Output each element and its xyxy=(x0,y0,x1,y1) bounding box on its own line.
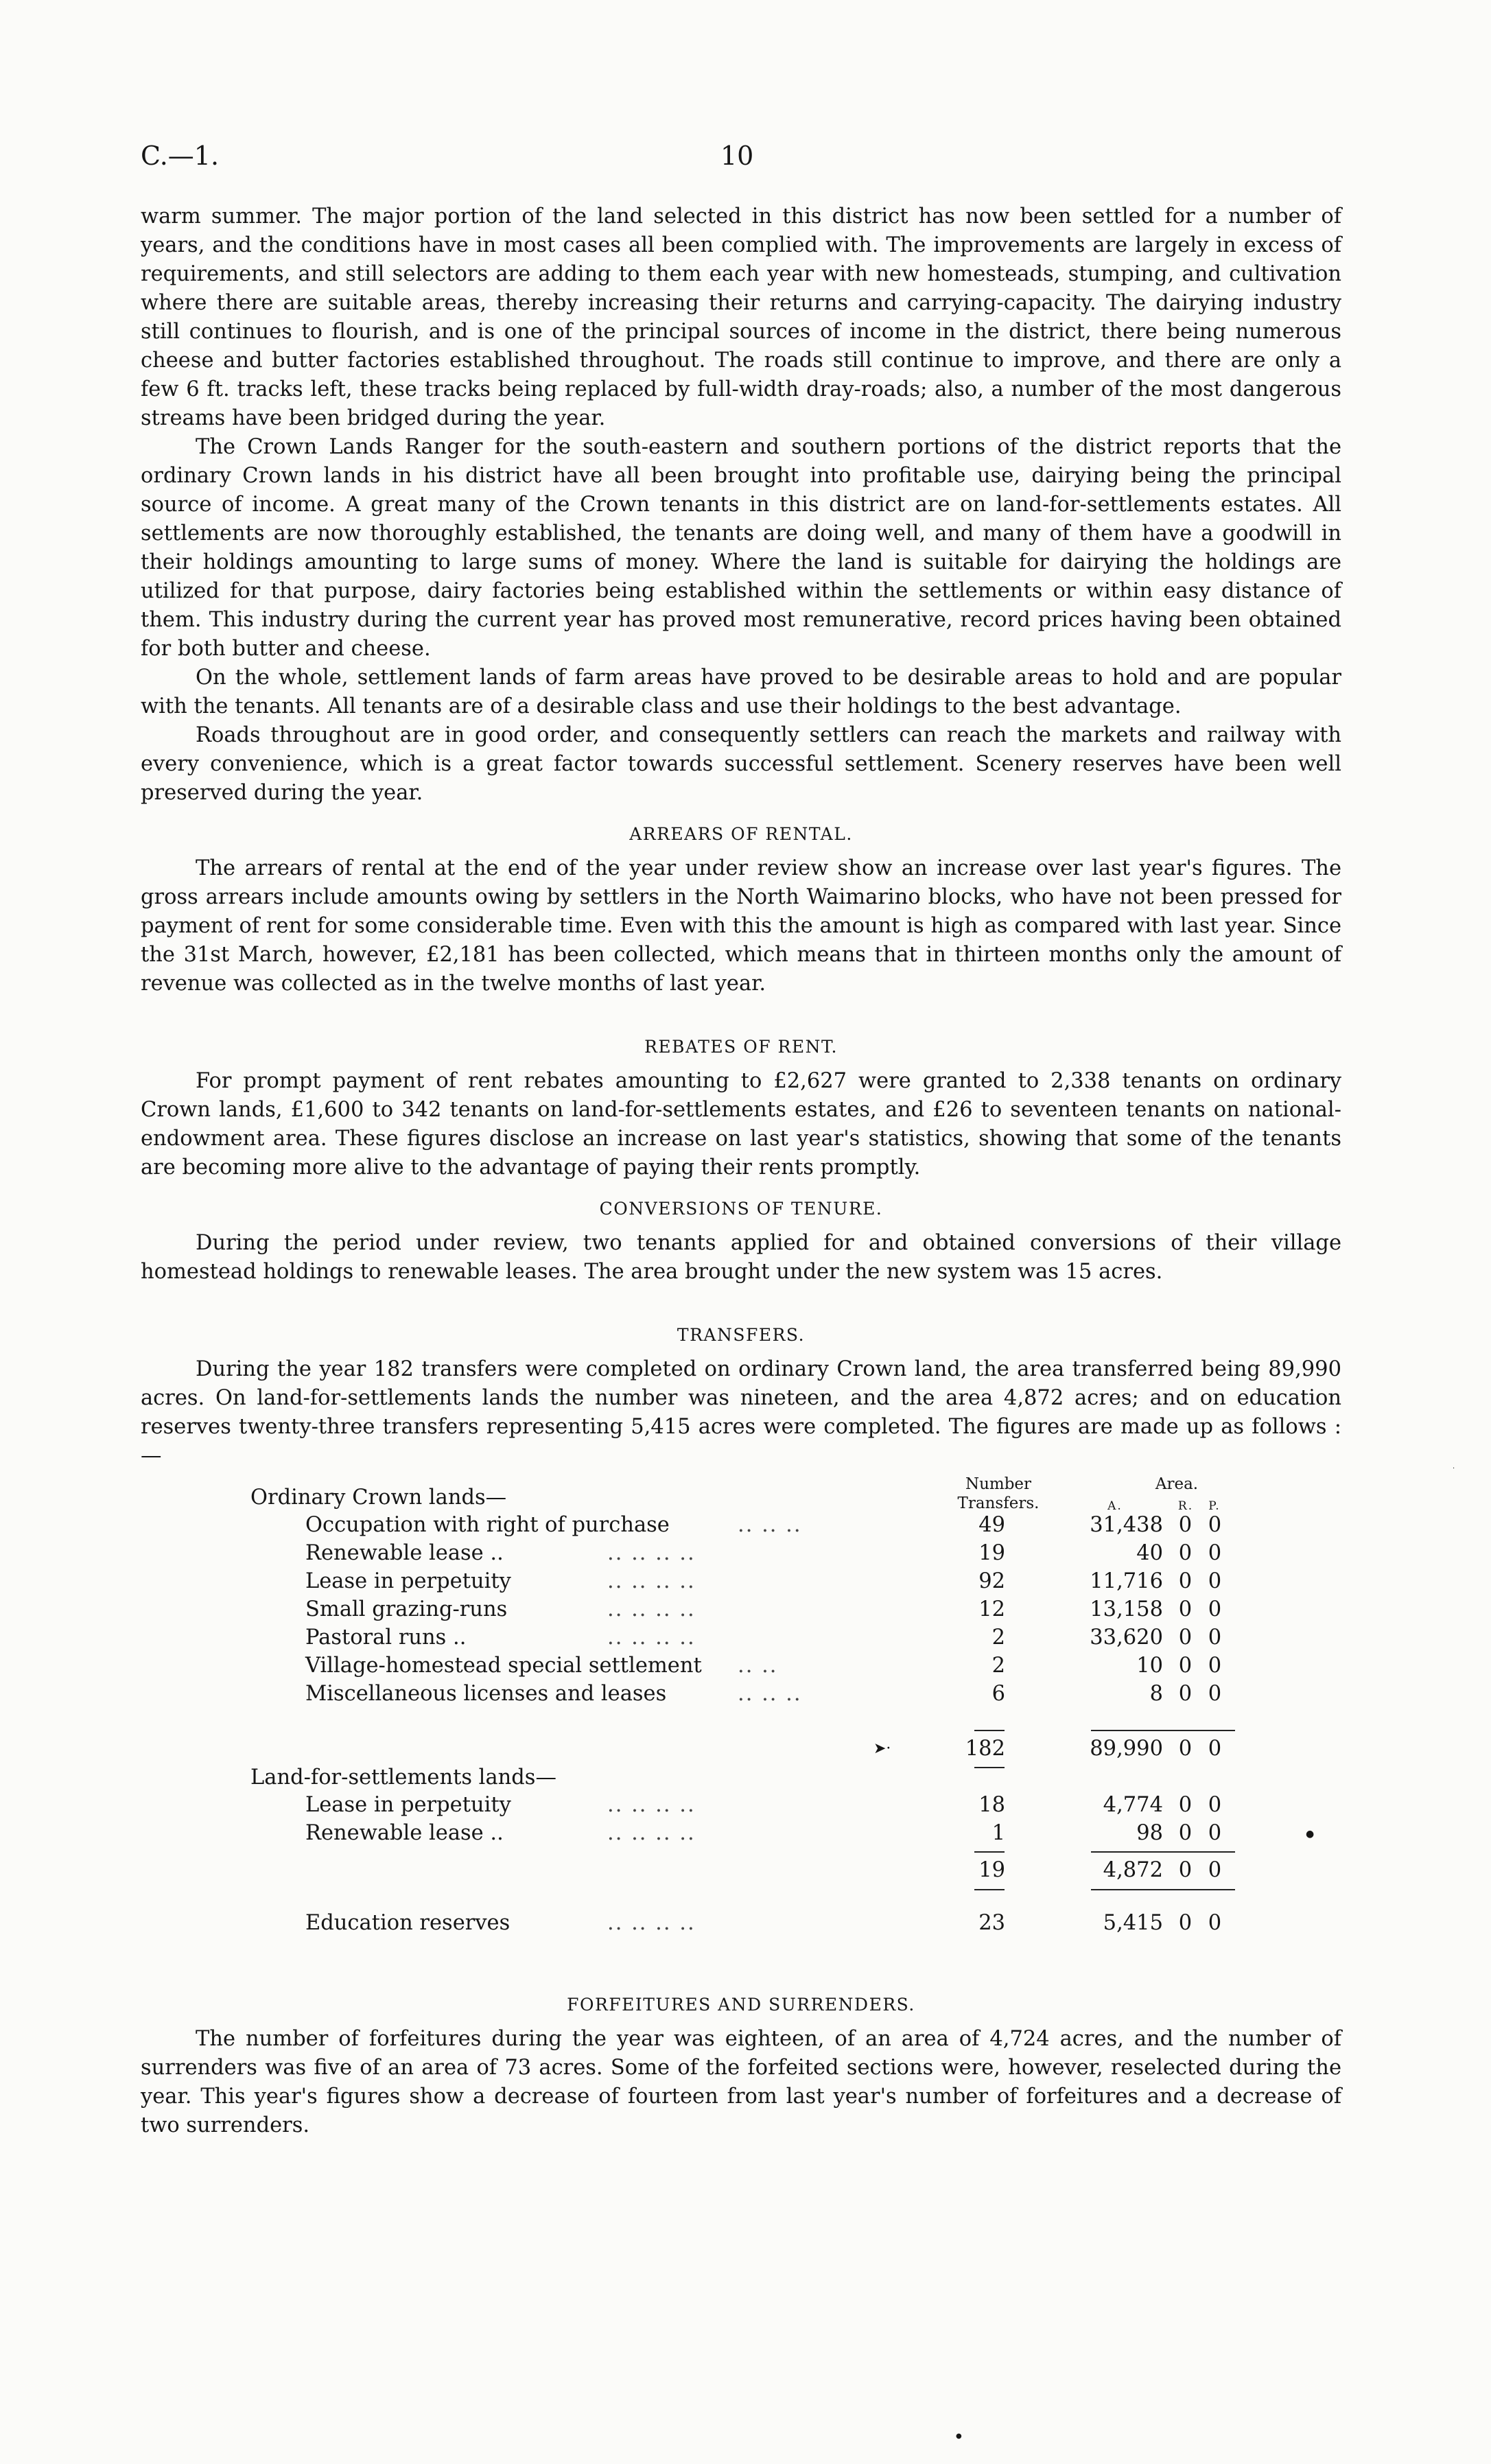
col-header-number: Number xyxy=(965,1475,1032,1493)
row-number: 2 xyxy=(991,1654,1005,1678)
row-label: Miscellaneous licenses and leases xyxy=(305,1682,667,1706)
row-acres: 11,716 xyxy=(1090,1569,1163,1593)
leader-dots: .. .. .. .. xyxy=(607,1626,696,1650)
total-roods: 0 xyxy=(1178,1737,1193,1761)
row-roods: 0 xyxy=(1178,1513,1193,1537)
col-header-transfers: Transfers. xyxy=(957,1494,1040,1512)
row-roods: 0 xyxy=(1178,1597,1193,1621)
paragraph: During the period under review, two tenants applied for and obtained conversions of their village homestead holdings to renewable leases. The area brought under the new system was 15 acres. xyxy=(141,1231,1341,1284)
row-roods: 0 xyxy=(1178,1793,1193,1817)
col-header-roods: R. xyxy=(1177,1499,1194,1513)
body-text xyxy=(141,202,1341,2140)
education-acres: 5,415 xyxy=(1103,1911,1163,1935)
total-perches: 0 xyxy=(1208,1737,1222,1761)
col-header-area: Area. xyxy=(1155,1475,1199,1493)
transfers-table xyxy=(141,1470,1341,1978)
row-acres: 8 xyxy=(1149,1682,1163,1706)
page xyxy=(141,141,1341,2140)
total-number: 182 xyxy=(965,1737,1005,1761)
row-label: Pastoral runs .. xyxy=(305,1626,467,1650)
row-perches: 0 xyxy=(1208,1682,1222,1706)
leader-dots: .. .. .. .. xyxy=(607,1597,696,1621)
row-roods: 0 xyxy=(1178,1821,1193,1845)
group-label-ordinary-crown-lands: Ordinary Crown lands— xyxy=(250,1486,507,1510)
col-header-perches: P. xyxy=(1208,1499,1221,1513)
row-perches: 0 xyxy=(1208,1513,1222,1537)
section-heading-transfers: TRANSFERS. xyxy=(677,1325,806,1345)
row-perches: 0 xyxy=(1208,1541,1222,1565)
row-roods: 0 xyxy=(1178,1626,1193,1650)
leader-dots: .. .. .. xyxy=(738,1682,802,1706)
total-acres: 89,990 xyxy=(1090,1737,1163,1761)
row-number: 1 xyxy=(991,1821,1005,1845)
row-perches: 0 xyxy=(1208,1626,1222,1650)
row-roods: 0 xyxy=(1178,1682,1193,1706)
rule xyxy=(974,1889,1005,1890)
section-heading-arrears: ARREARS OF RENTAL. xyxy=(629,824,853,844)
paragraph: During the year 182 transfers were completed on ordinary Crown land, the area transferred being 89,990 acres. On land-for-settlements lands the number was nineteen, and the area 4,872 acres; and on education reserves twenty-three transfers representing 5,415 acres were completed. The figures are made up as follows :— xyxy=(141,1357,1341,1468)
row-roods: 0 xyxy=(1178,1654,1193,1678)
row-perches: 0 xyxy=(1208,1654,1222,1678)
row-number: 2 xyxy=(991,1626,1005,1650)
stray-mark: · xyxy=(1453,1465,1455,1472)
row-label: Lease in perpetuity xyxy=(305,1793,511,1817)
rule xyxy=(974,1851,1005,1853)
rule xyxy=(974,1730,1005,1731)
education-roods: 0 xyxy=(1178,1911,1193,1935)
row-acres: 31,438 xyxy=(1090,1513,1163,1537)
row-roods: 0 xyxy=(1178,1569,1193,1593)
leader-dots: .. .. .. .. xyxy=(607,1821,696,1845)
row-acres: 40 xyxy=(1136,1541,1163,1565)
row-label: Occupation with right of purchase xyxy=(305,1513,670,1537)
rule xyxy=(974,1767,1005,1768)
row-label: Lease in perpetuity xyxy=(305,1569,511,1593)
row-acres: 4,774 xyxy=(1103,1793,1163,1817)
row-number: 6 xyxy=(991,1682,1005,1706)
paragraph: The arrears of rental at the end of the year under review show an increase over last year's figures. The gross arrears include amounts owing by settlers in the North Waimarino blocks, who have not been pressed for payment of rent for some considerable time. Even with this the amount is high as compared with last year. Since the 31st March, however, £2,181 has been collected, which means that in thirteen months only the amount of revenue was collected as in the twelve months of last year. xyxy=(141,856,1341,996)
row-label: Village-homestead special settlement xyxy=(305,1654,702,1678)
section-heading-conversions: CONVERSIONS OF TENURE. xyxy=(599,1199,883,1219)
row-acres: 98 xyxy=(1136,1821,1163,1845)
row-label: Renewable lease .. xyxy=(305,1821,504,1845)
paragraph: For prompt payment of rent rebates amounting to £2,627 were granted to 2,338 tenants on ordinary Crown lands, £1,600 to 342 tenants on land-for-settlements estates, and £26 to seventeen tenants on national-endowment area. These figures disclose an increase on last year's statistics, showing that some of the tenants are becoming more alive to the advantage of paying their rents promptly. xyxy=(141,1069,1341,1180)
education-number: 23 xyxy=(978,1911,1005,1935)
paragraph: warm summer. The major portion of the land selected in this district has now been settled for a number of years, and the conditions have in most cases all been complied with. The improvements are largely in excess of requirements, and still selectors are adding to them each year with new homesteads, stumping, and cultivation where there are suitable areas, thereby increasing their returns and carrying-capacity. The dairying industry still continues to flourish, and is one of the principal sources of income in the district, there being numerous cheese and butter factories established throughout. The roads still continue to improve, and there are only a few 6 ft. tracks left, these tracks being replaced by full-width dray-roads; also, a number of the most dangerous streams have been bridged during the year. xyxy=(141,204,1341,430)
total-acres: 4,872 xyxy=(1103,1858,1163,1882)
row-perches: 0 xyxy=(1208,1793,1222,1817)
row-roods: 0 xyxy=(1178,1541,1193,1565)
paragraph: Roads throughout are in good order, and consequently settlers can reach the markets and railway with every convenience, which is a great factor towards successful settlement. Scenery reserves have been well preserved during the year. xyxy=(141,723,1341,805)
section-heading-rebates: REBATES OF RENT. xyxy=(644,1037,838,1057)
row-number: 92 xyxy=(978,1569,1005,1593)
stray-mark: ● xyxy=(956,2432,962,2440)
total-number: 19 xyxy=(978,1858,1005,1882)
row-acres: 33,620 xyxy=(1090,1626,1163,1650)
stray-mark: ● xyxy=(1306,1829,1315,1840)
total-roods: 0 xyxy=(1178,1858,1193,1882)
leader-dots: .. .. .. .. xyxy=(607,1541,696,1565)
group-label-land-for-settlements: Land-for-settlements lands— xyxy=(250,1765,556,1790)
stray-mark: ➤· xyxy=(873,1740,891,1757)
rule xyxy=(1091,1851,1235,1853)
rule xyxy=(1091,1889,1235,1890)
row-perches: 0 xyxy=(1208,1569,1222,1593)
row-label: Renewable lease .. xyxy=(305,1541,504,1565)
section-heading-forfeitures: FORFEITURES AND SURRENDERS. xyxy=(567,1995,915,2015)
row-perches: 0 xyxy=(1208,1821,1222,1845)
leader-dots: .. .. .. .. xyxy=(607,1569,696,1593)
row-number: 12 xyxy=(978,1597,1005,1621)
row-acres: 10 xyxy=(1136,1654,1163,1678)
report-reference: C.—1. xyxy=(141,141,220,171)
row-number: 49 xyxy=(978,1513,1005,1537)
paragraph: The number of forfeitures during the year was eighteen, of an area of 4,724 acres, and the number of surrenders was five of an area of 73 acres. Some of the forfeited sections were, however, reselected during the year. This year's figures show a decrease of fourteen from last year's number of forfeitures and a decrease of two surrenders. xyxy=(141,2027,1341,2137)
total-perches: 0 xyxy=(1208,1858,1222,1882)
leader-dots: .. .. .. .. xyxy=(607,1911,696,1935)
paragraph: The Crown Lands Ranger for the south-eastern and southern portions of the district reports that the ordinary Crown lands in his district have all been brought into profitable use, dairying being the principal source of income. A great many of the Crown tenants in this district are on land-for-settlements estates. All settlements are now thoroughly established, the tenants are doing well, and many of them have a goodwill in their holdings amounting to large sums of money. Where the land is suitable for dairying the holdings are utilized for that purpose, dairy factories being established within the settlements or within easy distance of them. This industry during the current year has proved most remunerative, record prices having been obtained for both butter and cheese. xyxy=(141,435,1341,661)
rule xyxy=(1091,1730,1235,1731)
paragraph: On the whole, settlement lands of farm areas have proved to be desirable areas to hold and are popular with the tenants. All tenants are of a desirable class and use their holdings to the best advantage. xyxy=(141,666,1341,718)
row-number: 18 xyxy=(978,1793,1005,1817)
row-label-education-reserves: Education reserves xyxy=(305,1911,510,1935)
education-perches: 0 xyxy=(1208,1911,1222,1935)
row-perches: 0 xyxy=(1208,1597,1222,1621)
leader-dots: .. .. .. .. xyxy=(607,1793,696,1817)
row-acres: 13,158 xyxy=(1090,1597,1163,1621)
row-label: Small grazing-runs xyxy=(305,1597,508,1621)
row-number: 19 xyxy=(978,1541,1005,1565)
col-header-acres: A. xyxy=(1107,1499,1123,1513)
leader-dots: .. .. .. xyxy=(738,1513,802,1537)
page-number: 10 xyxy=(720,141,754,171)
leader-dots: .. .. xyxy=(738,1654,778,1678)
page-header xyxy=(141,141,1341,182)
